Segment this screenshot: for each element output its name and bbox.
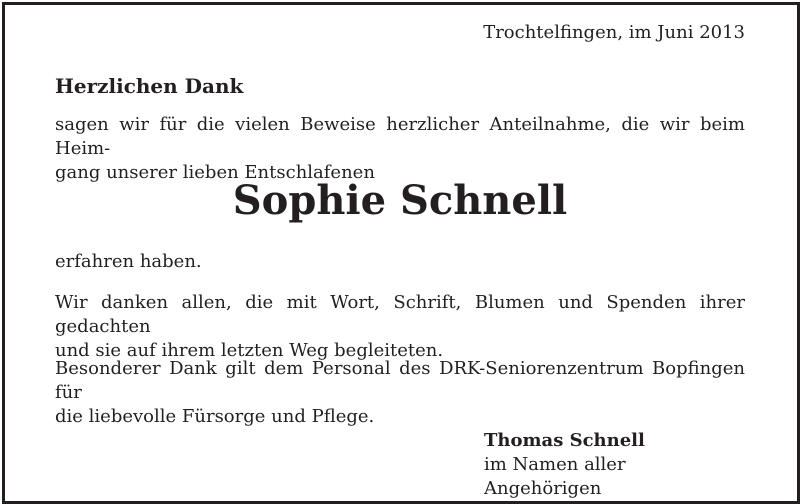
intro-line-1: sagen wir für die vielen Beweise herzlicher Anteilnahme, die wir beim Heim- [55,114,745,159]
signature-subline: im Namen aller Angehörigen [484,454,626,499]
special-line-2: die liebevolle Fürsorge und Pflege. [55,406,375,427]
dateline: Trochtelfingen, im Juni 2013 [483,22,745,43]
signature-name: Thomas Schnell [484,430,645,451]
special-thanks-paragraph [55,357,745,429]
intro-line-2: gang unserer lieben Entschlafenen [55,162,375,183]
special-line-1: Besonderer Dank gilt dem Personal des DRK-Seniorenzentrum Bopfingen für [55,358,745,403]
after-name-line: erfahren haben. [55,251,202,272]
notice-heading: Herzlichen Dank [55,74,244,98]
signature-block [484,429,745,501]
after-name-text [55,250,745,274]
thanks-paragraph [55,291,745,363]
thanks-line-1: Wir danken allen, die mit Wort, Schrift, Blumen und Spenden ihrer gedachten [55,292,745,337]
deceased-name: Sophie Schnell [232,177,568,224]
thanks-line-2: und sie auf ihrem letzten Weg begleiteten. [55,340,444,361]
